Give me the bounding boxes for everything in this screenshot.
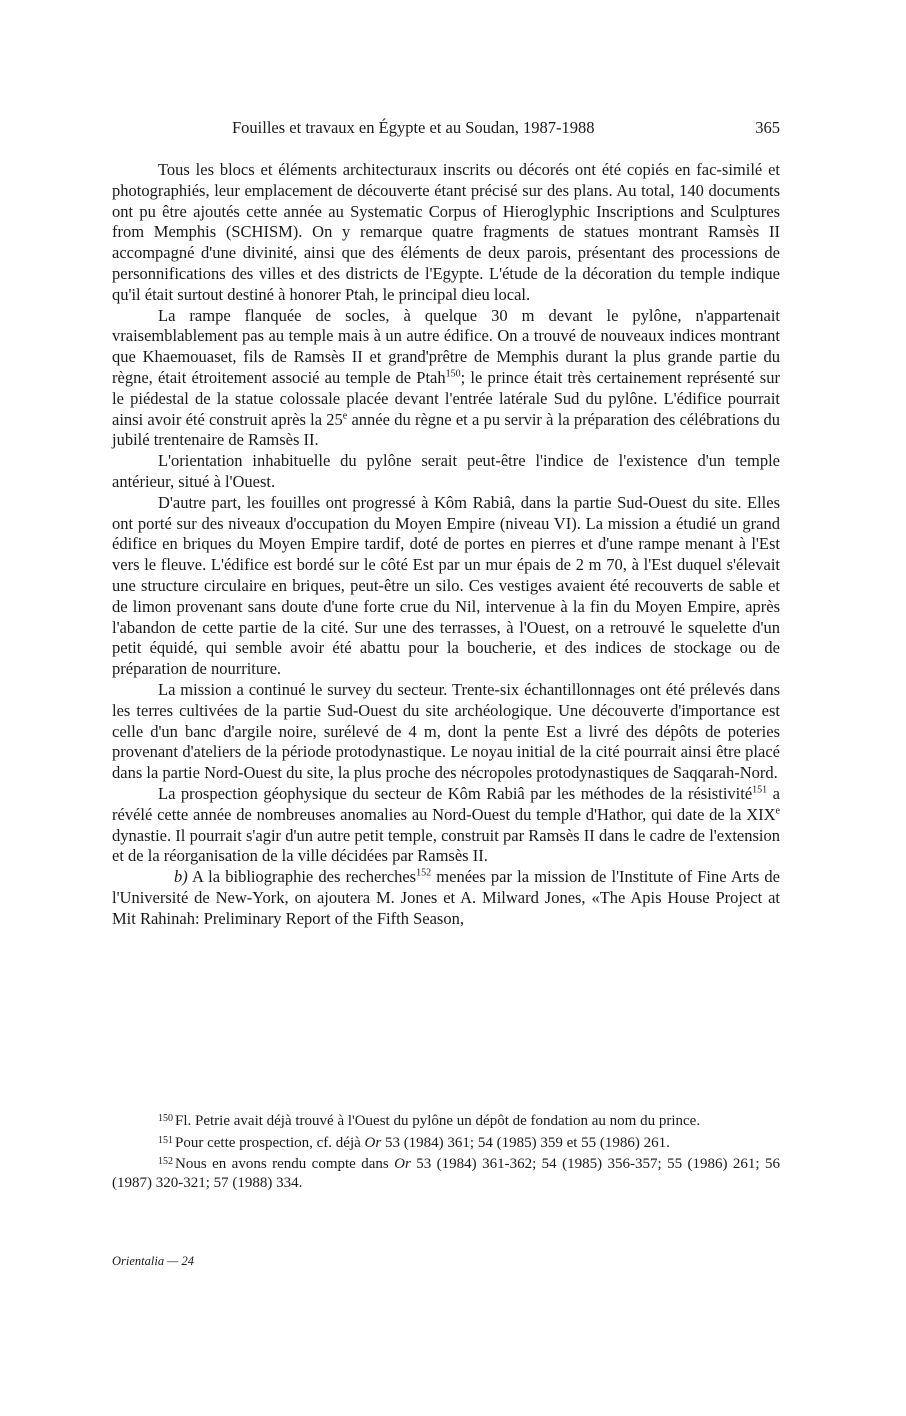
journal-abbrev: Or <box>394 1156 411 1172</box>
paragraph <box>112 451 780 493</box>
signature-mark: Orientalia — 24 <box>112 1254 194 1268</box>
footnote-number: 150 <box>158 1113 173 1124</box>
paragraph-text: a révélé cette année de nombreuses anomalies au Nord-Ouest du temple d'Hathor, qui date de la XIX <box>112 783 781 824</box>
paragraph-text: A la bibliographie des recherches <box>187 867 417 887</box>
ordinal-suffix: e <box>342 410 348 422</box>
paragraph-text: La prospection géophysique du secteur de Kôm Rabiâ par les méthodes de la résistivité <box>158 783 753 803</box>
ordinal-suffix: e <box>775 805 780 817</box>
footnote-ref: 152 <box>416 867 432 879</box>
paragraph-text: dynastie. Il pourrait s'agir d'un autre petit temple, construit par Ramsès II dans le cadre de l'extension et de la réorganisation de la ville décidées par Ramsès II. <box>112 825 780 866</box>
footnote-ref: 150 <box>445 368 461 380</box>
running-title: Fouilles et travaux en Égypte et au Soudan, 1987-1988 <box>232 118 595 137</box>
footnote-text: Pour cette prospection, cf. déjà <box>175 1134 365 1151</box>
body-text <box>112 160 780 929</box>
paragraph <box>112 867 780 929</box>
section-label: b) <box>174 867 188 887</box>
paragraph-text: La rampe flanquée de socles, à quelque 30 m devant le pylône, n'appartenait vraisemblablement pas au temple mais à un autre édifice. On a trouvé de nouveaux indices montrant que Khaemouaset, fils de Ramsès II et grand'prêtre de Memphis durant la plus grande partie du règne, était étroitement associé au temple de Ptah <box>112 305 780 387</box>
footnote-text: Nous en avons rendu compte dans <box>175 1156 395 1172</box>
paragraph-text: La mission a continué le survey du secteur. Trente-six échantillonnages ont été prélevés dans les terres cultivées de la partie Sud-Ouest du site archéologique. Une découverte d'importance est celle d'un banc d'argile noire, surélevé de 4 m, dont la pente Est a livré des dépôts de poteries provenant d'ateliers de la période protodynastique. Le noyau initial de la cité pourrait ainsi être placé dans la partie Nord-Ouest du site, la plus proche des nécropoles protodynastiques de Saqqarah-Nord. <box>112 679 780 783</box>
footnote-text: 53 (1984) 361-362; 54 (1985) 356-357; 55 (1986) 261; 56 (1987) 320-321; 57 (1988) 334. <box>112 1156 781 1191</box>
paragraph-text: menées par la mission de l'Institute of Fine Arts de l'Université de New-York, on ajoutera M. Jones et A. Milward Jones, «The Apis House Project at Mit Rahinah: Preliminary Report of the Fifth Season, <box>112 867 780 928</box>
paragraph-text: L'orientation inhabituelle du pylône serait peut-être l'indice de l'existence d'un temple antérieur, situé à l'Ouest. <box>112 451 780 491</box>
footnote <box>112 1132 780 1153</box>
footnotes <box>112 1110 780 1193</box>
footnote <box>112 1110 780 1131</box>
paragraph-text: année du règne et a pu servir à la préparation des célébrations du jubilé trentenaire de Ramsès II. <box>112 409 780 450</box>
paragraph <box>112 680 780 784</box>
paragraph-text: Tous les blocs et éléments architecturaux inscrits ou décorés ont été copiés en fac-similé et photographiés, leur emplacement de découverte étant précisé sur des plans. Au total, 140 documents ont pu être ajoutés cette année au Systematic Corpus of Hieroglyphic Inscriptions and Sculptures from Memphis (SCHISM). On y remarque quatre fragments de statues montrant Ramsès II accompagné d'une divinité, ainsi que des éléments de deux parois, présentant des processions de personnifications des villes et des districts de l'Egypte. L'étude de la décoration du temple indique qu'il était surtout destiné à honorer Ptah, le principal dieu local. <box>112 160 780 304</box>
footnote-number: 152 <box>158 1156 173 1167</box>
footnote-number: 151 <box>158 1134 173 1146</box>
page-number: 365 <box>755 118 780 137</box>
paragraph <box>112 784 780 867</box>
paragraph-text: ; le prince était très certainement représenté sur le piédestal de la statue colossale placée devant l'entrée latérale Sud du pylône. L'édifice pourrait ainsi avoir été construit après la 25 <box>112 367 780 429</box>
footnote-text: Fl. Petrie avait déjà trouvé à l'Ouest du pylône un dépôt de fondation au nom du prince. <box>175 1113 701 1129</box>
paragraph <box>112 493 780 680</box>
paragraph <box>112 306 780 452</box>
journal-abbrev: Or <box>364 1134 382 1151</box>
footnote-text: 53 (1984) 361; 54 (1985) 359 et 55 (1986) 261. <box>381 1134 670 1151</box>
footnote-ref: 151 <box>752 784 768 796</box>
paragraph <box>112 160 780 306</box>
footnote <box>112 1153 780 1192</box>
paragraph-text: D'autre part, les fouilles ont progressé à Kôm Rabiâ, dans la partie Sud-Ouest du site. Elles ont porté sur des niveaux d'occupation du Moyen Empire (niveau VI). La mission a étudié un grand édifice en briques du Moyen Empire tardif, doté de portes en pierres et d'une rampe menant à l'Est vers le fleuve. L'édifice est bordé sur le côté Est par un mur épais de 2 m 70, à l'Est duquel s'élevait une structure circulaire en briques, peut-être un silo. Ces vestiges avaient été recouverts de sable et de limon provenant sans doute d'une forte crue du Nil, intervenue à la fin du Moyen Empire, après l'abandon de cette partie de la cité. Sur une des terrasses, à l'Ouest, on a retrouvé le squelette d'un petit équidé, qui semble avoir été abattu pour la boucherie, et des indices de stockage ou de préparation de nourriture. <box>112 492 780 679</box>
